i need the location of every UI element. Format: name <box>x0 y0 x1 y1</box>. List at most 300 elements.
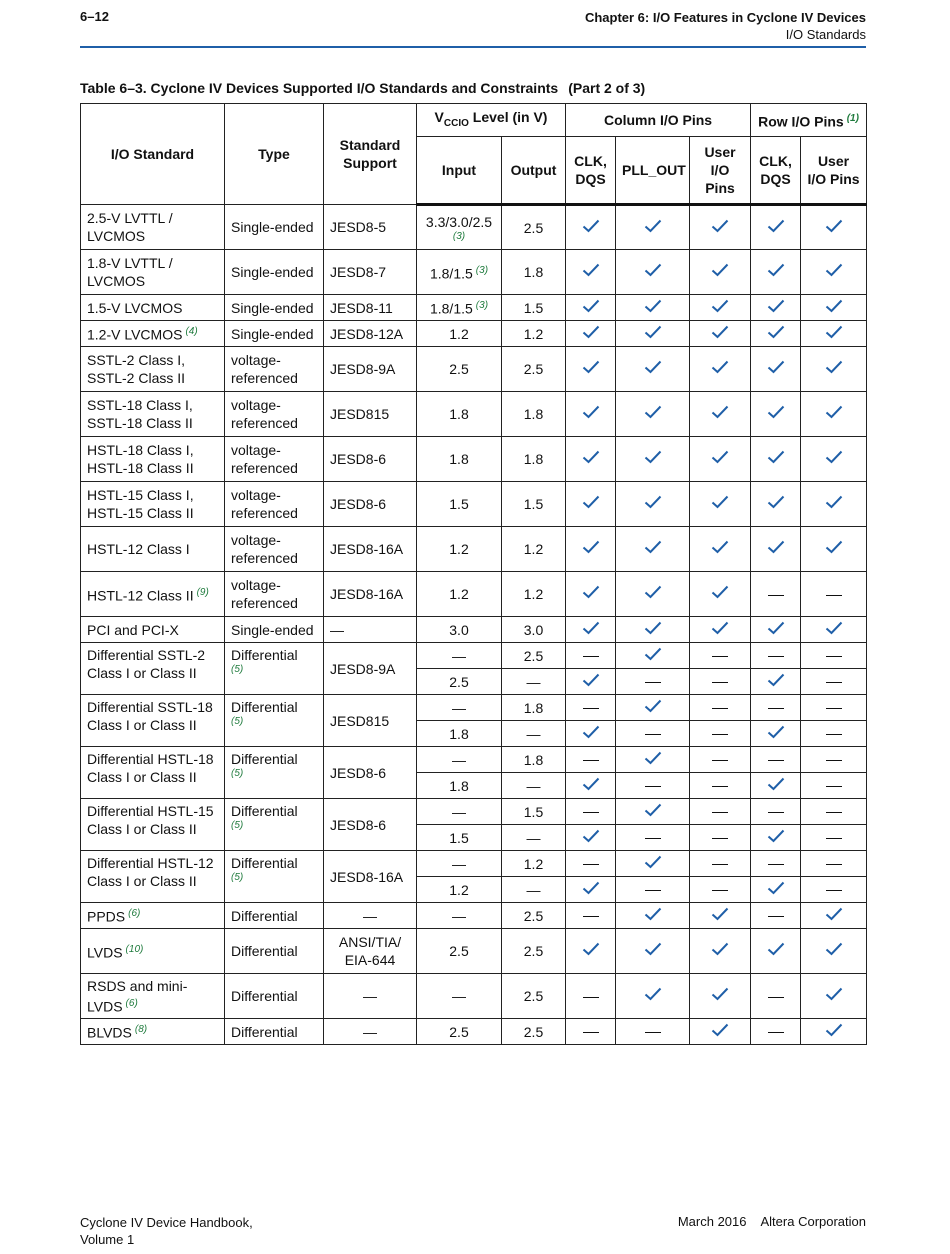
dash-icon <box>768 760 784 761</box>
col-output: Output <box>502 137 566 205</box>
support-cell: JESD8-6 <box>324 437 417 482</box>
supported-check-cell <box>690 205 751 250</box>
supported-check-cell <box>751 437 801 482</box>
type-cell: voltage-referenced <box>225 482 324 527</box>
not-supported-cell <box>801 773 867 799</box>
not-supported-cell <box>690 773 751 799</box>
input-cell: — <box>417 851 502 877</box>
footnote-ref: (9) <box>196 586 209 598</box>
dash-icon <box>768 595 784 596</box>
checkmark-icon <box>582 406 600 422</box>
checkmark-icon <box>644 496 662 512</box>
input-cell: 3.3/3.0/2.5 (3) <box>417 205 502 250</box>
supported-check-cell <box>751 773 801 799</box>
supported-check-cell <box>690 250 751 295</box>
footnote-ref: (8) <box>134 1024 148 1036</box>
input-cell: 1.5 <box>417 825 502 851</box>
not-supported-cell <box>566 643 616 669</box>
table-row <box>81 295 867 321</box>
input-cell: — <box>417 974 502 1019</box>
supported-check-cell <box>566 773 616 799</box>
type-cell: Single-ended <box>225 205 324 250</box>
supported-check-cell <box>616 321 690 347</box>
supported-check-cell <box>616 295 690 321</box>
checkmark-icon <box>644 856 662 872</box>
checkmark-icon <box>767 622 785 638</box>
not-supported-cell <box>801 747 867 773</box>
output-cell: 2.5 <box>502 903 566 929</box>
footnote-ref: (6) <box>128 908 141 920</box>
not-supported-cell <box>566 695 616 721</box>
table-row <box>81 482 867 527</box>
output-cell: 2.5 <box>502 205 566 250</box>
type-cell: voltage-referenced <box>225 437 324 482</box>
chapter-title: Chapter 6: I/O Features in Cyclone IV Devices <box>584 10 866 25</box>
not-supported-cell <box>751 903 801 929</box>
supported-check-cell <box>616 392 690 437</box>
checkmark-icon <box>767 326 785 342</box>
table-row <box>81 747 867 773</box>
checkmark-icon <box>825 988 843 1004</box>
footer-company: Altera Corporation <box>760 1214 866 1229</box>
footnote-ref: (3) <box>475 300 489 312</box>
output-cell: 1.5 <box>502 799 566 825</box>
dash-icon <box>768 1032 784 1033</box>
supported-check-cell <box>751 250 801 295</box>
dash-icon <box>826 734 842 735</box>
table-caption <box>80 80 645 96</box>
supported-check-cell <box>616 929 690 974</box>
table-row <box>81 527 867 572</box>
checkmark-icon <box>767 451 785 467</box>
not-supported-cell <box>566 747 616 773</box>
supported-check-cell <box>751 617 801 643</box>
footnote-ref: (5) <box>231 872 244 883</box>
dash-icon <box>826 656 842 657</box>
supported-check-cell <box>690 974 751 1019</box>
io-standard-cell: HSTL-12 Class II $^{(9)}$ <box>81 572 225 617</box>
support-cell: ANSI/TIA/ EIA-644 <box>324 929 417 974</box>
not-supported-cell <box>690 851 751 877</box>
io-standard-cell: BLVDS $^{(8)}$ <box>81 1019 225 1045</box>
checkmark-icon <box>582 943 600 959</box>
supported-check-cell <box>690 482 751 527</box>
supported-check-cell <box>751 721 801 747</box>
supported-check-cell <box>566 205 616 250</box>
checkmark-icon <box>767 726 785 742</box>
dash-icon <box>712 812 728 813</box>
type-cell: voltage-referenced <box>225 572 324 617</box>
checkmark-icon <box>711 361 729 377</box>
supported-check-cell <box>566 250 616 295</box>
input-cell: 3.0 <box>417 617 502 643</box>
checkmark-icon <box>711 1024 729 1040</box>
checkmark-icon <box>644 586 662 602</box>
dash-icon <box>712 734 728 735</box>
dash-icon <box>583 656 599 657</box>
supported-check-cell <box>616 799 690 825</box>
checkmark-icon <box>582 300 600 316</box>
output-cell: 1.8 <box>502 695 566 721</box>
footer-publisher <box>678 1214 866 1229</box>
supported-check-cell <box>751 669 801 695</box>
checkmark-icon <box>582 622 600 638</box>
dash-icon <box>826 864 842 865</box>
output-cell: 1.8 <box>502 437 566 482</box>
supported-check-cell <box>751 527 801 572</box>
not-supported-cell <box>690 799 751 825</box>
not-supported-cell <box>616 877 690 903</box>
not-supported-cell <box>690 669 751 695</box>
col-row-user-io-pins: User I/O Pins <box>801 137 867 205</box>
checkmark-icon <box>582 326 600 342</box>
checkmark-icon <box>711 451 729 467</box>
footnote-ref: (6) <box>125 997 138 1009</box>
table-row <box>81 347 867 392</box>
checkmark-icon <box>711 220 729 236</box>
footnote-ref: (5) <box>231 716 244 727</box>
col-user-io-pins: User I/O Pins <box>690 137 751 205</box>
col-input: Input <box>417 137 502 205</box>
supported-check-cell <box>616 572 690 617</box>
checkmark-icon <box>825 451 843 467</box>
type-cell: voltage-referenced <box>225 392 324 437</box>
supported-check-cell <box>690 617 751 643</box>
dash-icon <box>645 682 661 683</box>
io-standard-cell: SSTL-2 Class I, SSTL-2 Class II <box>81 347 225 392</box>
not-supported-cell <box>801 669 867 695</box>
checkmark-icon <box>825 1024 843 1040</box>
supported-check-cell <box>801 1019 867 1045</box>
type-cell: Differential (5) <box>225 747 324 799</box>
checkmark-icon <box>767 264 785 280</box>
checkmark-icon <box>825 541 843 557</box>
checkmark-icon <box>825 908 843 924</box>
not-supported-cell <box>616 1019 690 1045</box>
supported-check-cell <box>801 527 867 572</box>
support-cell: — <box>324 1019 417 1045</box>
checkmark-icon <box>767 830 785 846</box>
input-cell: 1.8 <box>417 721 502 747</box>
checkmark-icon <box>644 406 662 422</box>
checkmark-icon <box>767 778 785 794</box>
checkmark-icon <box>644 752 662 768</box>
not-supported-cell <box>801 643 867 669</box>
checkmark-icon <box>711 300 729 316</box>
checkmark-icon <box>582 882 600 898</box>
checkmark-icon <box>825 943 843 959</box>
checkmark-icon <box>582 361 600 377</box>
supported-check-cell <box>751 929 801 974</box>
dash-icon <box>712 682 728 683</box>
dash-icon <box>712 864 728 865</box>
supported-check-cell <box>566 669 616 695</box>
io-standard-cell: Differential HSTL-15 Class I or Class II <box>81 799 225 851</box>
checkmark-icon <box>582 220 600 236</box>
table-row <box>81 572 867 617</box>
dash-icon <box>826 682 842 683</box>
dash-icon <box>645 1032 661 1033</box>
type-cell: Differential (5) <box>225 695 324 747</box>
dash-icon <box>768 656 784 657</box>
supported-check-cell <box>566 437 616 482</box>
io-standard-cell: RSDS and mini-LVDS $^{(6)}$ <box>81 974 225 1019</box>
not-supported-cell <box>801 877 867 903</box>
checkmark-icon <box>644 300 662 316</box>
support-cell: JESD8-6 <box>324 799 417 851</box>
supported-check-cell <box>801 974 867 1019</box>
supported-check-cell <box>566 877 616 903</box>
input-cell: 1.2 <box>417 321 502 347</box>
io-standard-cell: SSTL-18 Class I, SSTL-18 Class II <box>81 392 225 437</box>
supported-check-cell <box>616 695 690 721</box>
checkmark-icon <box>711 541 729 557</box>
table-part: (Part 2 of 3) <box>568 80 646 96</box>
table-row <box>81 321 867 347</box>
dash-icon <box>826 812 842 813</box>
output-cell: 2.5 <box>502 1019 566 1045</box>
supported-check-cell <box>616 250 690 295</box>
support-cell: JESD8-9A <box>324 347 417 392</box>
support-cell: JESD8-6 <box>324 482 417 527</box>
supported-check-cell <box>566 295 616 321</box>
dash-icon <box>583 1032 599 1033</box>
output-cell: — <box>502 669 566 695</box>
type-cell: Differential <box>225 974 324 1019</box>
checkmark-icon <box>711 586 729 602</box>
not-supported-cell <box>801 721 867 747</box>
checkmark-icon <box>644 264 662 280</box>
output-cell: 2.5 <box>502 929 566 974</box>
not-supported-cell <box>690 695 751 721</box>
dash-icon <box>826 786 842 787</box>
checkmark-icon <box>582 496 600 512</box>
supported-check-cell <box>566 617 616 643</box>
support-cell: JESD8-12A <box>324 321 417 347</box>
input-cell: 1.8/1.5 $^{(3)}$ <box>417 250 502 295</box>
table-row <box>81 929 867 974</box>
type-cell: Differential <box>225 903 324 929</box>
checkmark-icon <box>644 451 662 467</box>
supported-check-cell <box>566 321 616 347</box>
table-row <box>81 205 867 250</box>
supported-check-cell <box>566 392 616 437</box>
checkmark-icon <box>825 496 843 512</box>
supported-check-cell <box>690 437 751 482</box>
supported-check-cell <box>801 392 867 437</box>
type-cell: Single-ended <box>225 295 324 321</box>
input-cell: 1.8 <box>417 392 502 437</box>
checkmark-icon <box>825 406 843 422</box>
input-cell: 2.5 <box>417 1019 502 1045</box>
supported-check-cell <box>616 617 690 643</box>
type-cell: Differential <box>225 1019 324 1045</box>
checkmark-icon <box>767 406 785 422</box>
input-cell: 1.5 <box>417 482 502 527</box>
dash-icon <box>712 760 728 761</box>
not-supported-cell <box>690 643 751 669</box>
supported-check-cell <box>690 295 751 321</box>
io-standard-cell: HSTL-18 Class I, HSTL-18 Class II <box>81 437 225 482</box>
checkmark-icon <box>711 406 729 422</box>
not-supported-cell <box>801 799 867 825</box>
output-cell: — <box>502 877 566 903</box>
io-standard-cell: 1.5-V LVCMOS <box>81 295 225 321</box>
checkmark-icon <box>711 264 729 280</box>
type-cell: Differential <box>225 929 324 974</box>
checkmark-icon <box>644 541 662 557</box>
col-standard-support: Standard Support <box>324 104 417 205</box>
supported-check-cell <box>690 1019 751 1045</box>
footnote-ref: (4) <box>185 326 198 338</box>
dash-icon <box>583 708 599 709</box>
table-row <box>81 643 867 669</box>
not-supported-cell <box>616 825 690 851</box>
checkmark-icon <box>825 361 843 377</box>
support-cell: JESD815 <box>324 392 417 437</box>
input-cell: — <box>417 747 502 773</box>
supported-check-cell <box>616 437 690 482</box>
output-cell: — <box>502 825 566 851</box>
table-row <box>81 695 867 721</box>
type-cell: voltage-referenced <box>225 347 324 392</box>
dash-icon <box>768 997 784 998</box>
table-body <box>81 205 867 1045</box>
footnote-ref: (3) <box>475 264 489 276</box>
footnote-ref: (5) <box>231 664 244 675</box>
checkmark-icon <box>582 586 600 602</box>
type-cell: Single-ended <box>225 250 324 295</box>
io-standard-cell: PCI and PCI-X <box>81 617 225 643</box>
io-standard-cell: Differential SSTL-18 Class I or Class II <box>81 695 225 747</box>
io-standard-cell: HSTL-15 Class I, HSTL-15 Class II <box>81 482 225 527</box>
checkmark-icon <box>582 264 600 280</box>
input-cell: — <box>417 799 502 825</box>
supported-check-cell <box>566 721 616 747</box>
dash-icon <box>583 864 599 865</box>
footer-volume: Volume 1 <box>80 1232 135 1247</box>
supported-check-cell <box>690 347 751 392</box>
checkmark-icon <box>711 326 729 342</box>
checkmark-icon <box>825 622 843 638</box>
table-row <box>81 799 867 825</box>
input-cell: 1.8 <box>417 437 502 482</box>
checkmark-icon <box>644 361 662 377</box>
not-supported-cell <box>616 721 690 747</box>
checkmark-icon <box>582 674 600 690</box>
col-column-io-pins: Column I/O Pins <box>566 104 751 137</box>
dash-icon <box>712 656 728 657</box>
running-header <box>585 9 866 43</box>
support-cell: JESD815 <box>324 695 417 747</box>
not-supported-cell <box>801 825 867 851</box>
not-supported-cell <box>566 799 616 825</box>
not-supported-cell <box>751 747 801 773</box>
support-cell: — <box>324 903 417 929</box>
dash-icon <box>826 595 842 596</box>
supported-check-cell <box>801 903 867 929</box>
support-cell: JESD8-16A <box>324 527 417 572</box>
input-cell: — <box>417 695 502 721</box>
supported-check-cell <box>690 572 751 617</box>
not-supported-cell <box>566 851 616 877</box>
type-cell: voltage-referenced <box>225 527 324 572</box>
input-cell: 1.8 <box>417 773 502 799</box>
checkmark-icon <box>644 700 662 716</box>
col-io-standard: I/O Standard <box>81 104 225 205</box>
type-cell: Differential (5) <box>225 851 324 903</box>
dash-icon <box>583 916 599 917</box>
dash-icon <box>645 838 661 839</box>
supported-check-cell <box>690 527 751 572</box>
col-row-io-pins: Row I/O Pins $^{(1)}$ <box>751 104 867 137</box>
not-supported-cell <box>690 877 751 903</box>
io-standard-cell: LVDS $^{(10)}$ <box>81 929 225 974</box>
output-cell: 1.5 <box>502 482 566 527</box>
dash-icon <box>712 890 728 891</box>
checkmark-icon <box>825 326 843 342</box>
checkmark-icon <box>582 541 600 557</box>
checkmark-icon <box>767 496 785 512</box>
checkmark-icon <box>767 882 785 898</box>
table-row <box>81 1019 867 1045</box>
supported-check-cell <box>616 974 690 1019</box>
col-row-clk-dqs: CLK, DQS <box>751 137 801 205</box>
supported-check-cell <box>616 851 690 877</box>
checkmark-icon <box>644 804 662 820</box>
supported-check-cell <box>801 250 867 295</box>
checkmark-icon <box>582 451 600 467</box>
not-supported-cell <box>751 1019 801 1045</box>
checkmark-icon <box>644 648 662 664</box>
not-supported-cell <box>566 903 616 929</box>
footnote-ref: (10) <box>125 943 144 955</box>
output-cell: 2.5 <box>502 974 566 1019</box>
output-cell: 1.2 <box>502 572 566 617</box>
supported-check-cell <box>751 205 801 250</box>
io-standard-cell: Differential SSTL-2 Class I or Class II <box>81 643 225 695</box>
checkmark-icon <box>582 778 600 794</box>
not-supported-cell <box>751 572 801 617</box>
type-cell: Single-ended <box>225 321 324 347</box>
supported-check-cell <box>801 617 867 643</box>
io-standards-table <box>80 103 867 1045</box>
output-cell: 2.5 <box>502 347 566 392</box>
output-cell: — <box>502 721 566 747</box>
supported-check-cell <box>566 347 616 392</box>
dash-icon <box>712 708 728 709</box>
not-supported-cell <box>801 695 867 721</box>
supported-check-cell <box>801 321 867 347</box>
support-cell: — <box>324 617 417 643</box>
not-supported-cell <box>690 721 751 747</box>
col-vccio-level: $V_{CCIO}$ Level (in V) <box>417 104 566 137</box>
dash-icon <box>826 890 842 891</box>
supported-check-cell <box>751 295 801 321</box>
supported-check-cell <box>616 903 690 929</box>
not-supported-cell <box>616 773 690 799</box>
not-supported-cell <box>616 669 690 695</box>
checkmark-icon <box>767 541 785 557</box>
supported-check-cell <box>751 347 801 392</box>
checkmark-icon <box>825 264 843 280</box>
io-standard-cell: PPDS $^{(6)}$ <box>81 903 225 929</box>
col-type: Type <box>225 104 324 205</box>
type-cell: Single-ended <box>225 617 324 643</box>
checkmark-icon <box>711 943 729 959</box>
supported-check-cell <box>751 482 801 527</box>
footnote-ref: (5) <box>231 820 244 831</box>
